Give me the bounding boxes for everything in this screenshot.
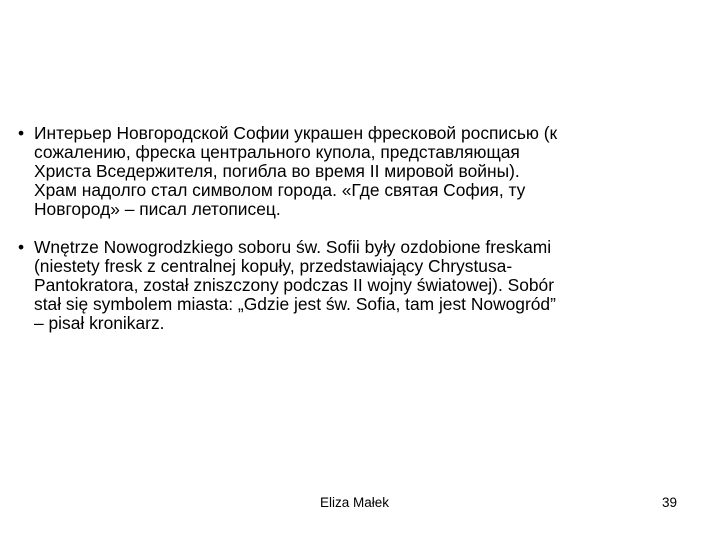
bullet-text	[34, 124, 668, 219]
text-line: сожалению, фреска центрального купола, представляющая	[34, 142, 520, 162]
text-line: Христа Вседержителя, погибла во время II мировой войны).	[34, 161, 520, 181]
text-line: (niestety fresk z centralnej kopuły, przedstawiający Chrystusa-	[34, 256, 513, 276]
text-line: Храм надолго стал символом города. «Где святая София, ту	[34, 180, 526, 200]
bullet-russian	[8, 124, 668, 219]
page-number: 39	[661, 495, 677, 510]
bullet-icon: •	[17, 237, 25, 257]
footer-author: Eliza Małek	[320, 495, 390, 510]
bullet-polish	[8, 238, 668, 333]
text-line: – pisał kronikarz.	[34, 313, 165, 333]
text-line: stał się symbolem miasta: „Gdzie jest św. Sofia, tam jest Nowogród”	[34, 294, 556, 314]
bullet-list	[8, 124, 668, 352]
text-line: Интерьер Новгородской Софии украшен фресковой росписью (к	[34, 123, 558, 143]
bullet-text	[34, 238, 668, 333]
text-line: Pantokratora, został zniszczony podczas II wojny światowej). Sobór	[34, 275, 555, 295]
text-line: Wnętrze Nowogrodzkiego soboru św. Sofii były ozdobione freskami	[34, 237, 552, 257]
text-line: Новгород» – писал летописец.	[34, 199, 281, 219]
bullet-icon: •	[17, 123, 25, 143]
